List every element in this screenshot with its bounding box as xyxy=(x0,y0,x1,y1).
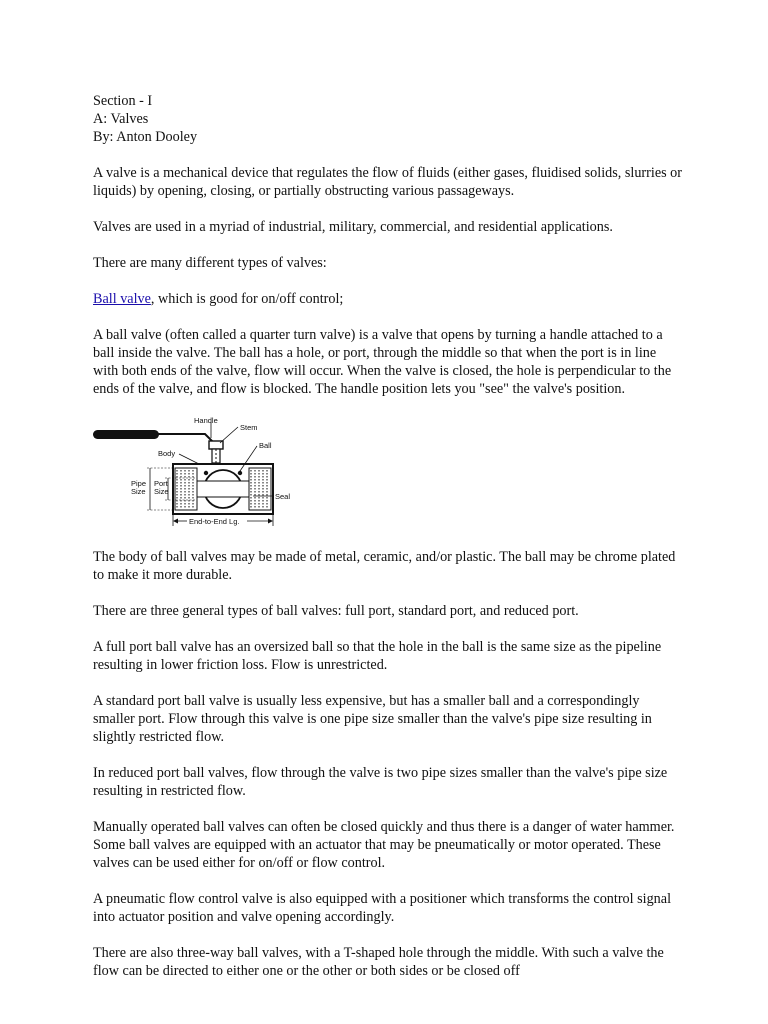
pipe-size-label-line2: Size xyxy=(131,487,146,496)
paragraph-pneumatic-control: A pneumatic flow control valve is also equipped with a positioner which transforms the control signal into actuator position and valve opening accordingly. xyxy=(93,891,672,925)
ball-label: Ball xyxy=(259,441,272,450)
document-header xyxy=(93,92,683,146)
paragraph-ball-valve-materials: The body of ball valves may be made of metal, ceramic, and/or plastic. The ball may be chrome plated to make it more durable. xyxy=(93,549,676,583)
port-size-label-line1: Port xyxy=(154,479,168,488)
section-label: Section - I xyxy=(93,93,153,109)
ball-valve-link[interactable]: Ball valve xyxy=(93,291,151,307)
valve-handle-shape xyxy=(93,430,159,439)
paragraph-ball-valve-types: There are three general types of ball valves: full port, standard port, and reduced port. xyxy=(93,603,579,619)
seal-label: Seal xyxy=(275,492,291,501)
paragraph-manual-operation: Manually operated ball valves can often be closed quickly and thus there is a danger of water hammer. Some ball valves are equipped with an actuator that may be pneumatically or motor operated. These valves can be used either for on/off or flow control. xyxy=(93,819,675,871)
paragraph-reduced-port: In reduced port ball valves, flow through the valve is two pipe sizes smaller than the valve's pipe size resulting in restricted flow. xyxy=(93,765,668,799)
paragraph-standard-port: A standard port ball valve is usually less expensive, but has a smaller ball and a correspondingly smaller port. Flow through this valve is one pipe size smaller than the valve's pipe size resulting in slightly restricted flow. xyxy=(93,693,652,745)
paragraph-ball-valve-explanation: A ball valve (often called a quarter turn valve) is a valve that opens by turning a handle attached to a ball inside the valve. The ball has a hole, or port, through the middle so that when the port is in line with both ends of the valve, flow will occur. When the valve is closed, the hole is perpendicular to the ends of the valve, and flow is blocked. The handle position lets you "see" the valve's position. xyxy=(93,327,672,397)
ball-valve-description: , which is good for on/off control; xyxy=(150,291,344,307)
port-size-label-line2: Size xyxy=(154,487,169,496)
handle-label: Handle xyxy=(194,416,218,425)
paragraph-valve-types-intro: There are many different types of valves: xyxy=(93,255,327,271)
end-to-end-label: End-to-End Lg. xyxy=(189,517,240,526)
author-label: By: Anton Dooley xyxy=(93,129,198,145)
paragraph-ball-valve-item xyxy=(93,290,683,308)
ball-valve-diagram xyxy=(93,416,293,528)
paragraph-valve-definition: A valve is a mechanical device that regulates the flow of fluids (either gases, fluidised solids, slurries or liquids) by opening, closing, or partially obstructing various passageways. xyxy=(93,165,683,199)
document-body xyxy=(93,92,683,998)
paragraph-full-port: A full port ball valve has an oversized ball so that the hole in the ball is the same size as the pipeline resulting in lower friction loss. Flow is unrestricted. xyxy=(93,639,662,673)
stem-label: Stem xyxy=(240,423,258,432)
paragraph-valve-applications: Valves are used in a myriad of industrial, military, commercial, and residential applications. xyxy=(93,219,613,235)
subject-label: A: Valves xyxy=(93,111,149,127)
paragraph-three-way: There are also three-way ball valves, with a T-shaped hole through the middle. With such a valve the flow can be directed to either one or the other or both sides or be closed off xyxy=(93,945,664,979)
pipe-size-label-line1: Pipe xyxy=(131,479,147,488)
body-label: Body xyxy=(158,449,176,458)
